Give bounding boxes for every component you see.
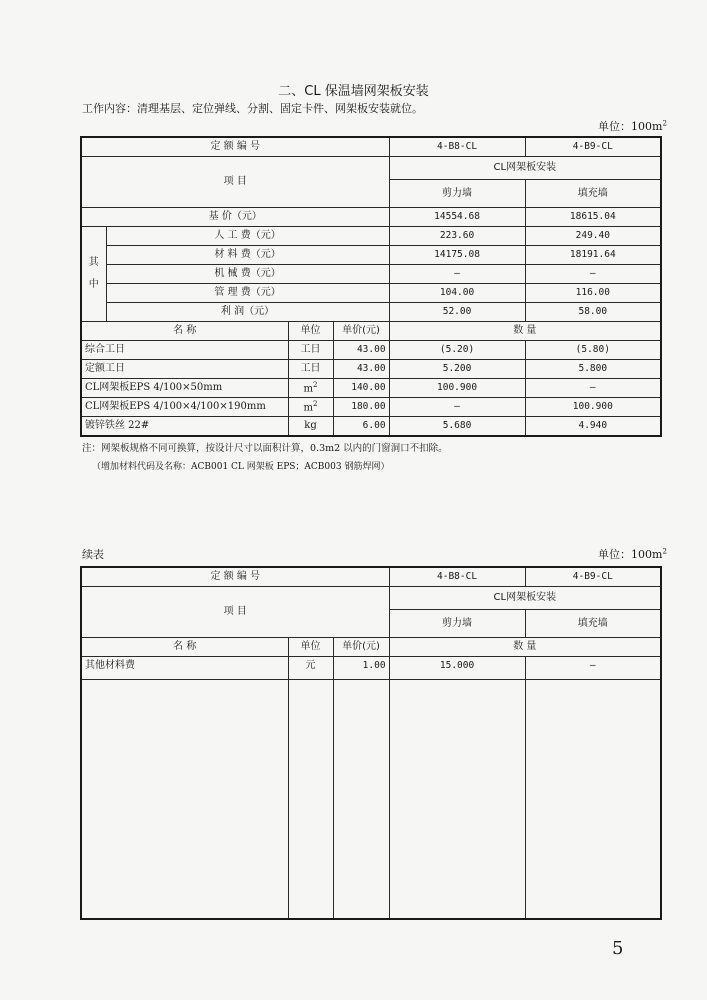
row-q2: 5.800 bbox=[525, 360, 661, 379]
code-4-b9: 4-B9-CL bbox=[525, 137, 661, 157]
colhead-price: 单价(元) bbox=[333, 638, 389, 657]
section-title: 二、CL 保温墙网架板安装 bbox=[278, 84, 429, 99]
row-name: 综合工日 bbox=[81, 341, 288, 360]
row-unit: $m^2$ bbox=[288, 379, 333, 398]
colhead-name: 名 称 bbox=[81, 322, 288, 341]
cost-label: 利 润（元） bbox=[106, 303, 389, 322]
continued-label: 续表 bbox=[82, 548, 104, 561]
base-price-v1: 14554.68 bbox=[389, 208, 525, 227]
base-price-v2: 18615.04 bbox=[525, 208, 661, 227]
group-label: CL网架板安装 bbox=[389, 587, 661, 610]
row-q2: — bbox=[525, 657, 661, 680]
row-q2: 100.900 bbox=[525, 398, 661, 417]
col-shear-wall: 剪力墙 bbox=[389, 180, 525, 208]
colhead-qty: 数 量 bbox=[389, 322, 661, 341]
row-price: 140.00 bbox=[333, 379, 389, 398]
empty-cell bbox=[525, 680, 661, 920]
cost-v2: — bbox=[525, 265, 661, 284]
page-number: 5 bbox=[612, 938, 624, 959]
item-label: 项 目 bbox=[81, 587, 389, 638]
row-q1: — bbox=[389, 398, 525, 417]
work-content: 工作内容：清理基层、定位弹线、分割、固定卡件、网架板安装就位。 bbox=[82, 102, 423, 115]
empty-cell bbox=[288, 680, 333, 920]
cost-v1: — bbox=[389, 265, 525, 284]
unit-label: 单位：$100m^2$ bbox=[598, 547, 667, 561]
row-name: 镀锌铁丝 22# bbox=[81, 417, 288, 437]
row-q1: (5.20) bbox=[389, 341, 525, 360]
empty-cell bbox=[333, 680, 389, 920]
col-fill-wall: 填充墙 bbox=[525, 180, 661, 208]
row-q1: 100.900 bbox=[389, 379, 525, 398]
row-price: 43.00 bbox=[333, 360, 389, 379]
cost-v2: 116.00 bbox=[525, 284, 661, 303]
colhead-unit: 单位 bbox=[288, 322, 333, 341]
cost-label: 人 工 费（元） bbox=[106, 227, 389, 246]
cost-label: 机 械 费（元） bbox=[106, 265, 389, 284]
unit-label: 单位：$100m^2$ bbox=[598, 119, 667, 133]
row-unit: kg bbox=[288, 417, 333, 437]
row-price: 1.00 bbox=[333, 657, 389, 680]
col-fill-wall: 填充墙 bbox=[525, 610, 661, 638]
code-4-b9: 4-B9-CL bbox=[525, 567, 661, 587]
row-price: 6.00 bbox=[333, 417, 389, 437]
cost-v1: 14175.08 bbox=[389, 246, 525, 265]
table-note: 注：网架板规格不同可换算，按设计尺寸以面积计算，0.3m2 以内的门窗洞口不扣除。 bbox=[82, 443, 448, 454]
row-unit: $m^2$ bbox=[288, 398, 333, 417]
cost-label: 管 理 费（元） bbox=[106, 284, 389, 303]
group-label: CL网架板安装 bbox=[389, 157, 661, 180]
row-name: CL网架板EPS 4/100×50mm bbox=[81, 379, 288, 398]
row-q1: 5.200 bbox=[389, 360, 525, 379]
row-name: CL网架板EPS 4/100×4/100×190mm bbox=[81, 398, 288, 417]
code-4-b8: 4-B8-CL bbox=[389, 567, 525, 587]
code-label: 定 额 编 号 bbox=[81, 137, 389, 157]
cost-label: 材 料 费（元） bbox=[106, 246, 389, 265]
item-label: 项 目 bbox=[81, 157, 389, 208]
code-4-b8: 4-B8-CL bbox=[389, 137, 525, 157]
row-q2: 4.940 bbox=[525, 417, 661, 437]
empty-cell bbox=[81, 680, 288, 920]
base-price-label: 基 价（元） bbox=[81, 208, 389, 227]
colhead-name: 名 称 bbox=[81, 638, 288, 657]
cost-v1: 104.00 bbox=[389, 284, 525, 303]
row-q2: (5.80) bbox=[525, 341, 661, 360]
row-q2: — bbox=[525, 379, 661, 398]
cost-v1: 52.00 bbox=[389, 303, 525, 322]
empty-cell bbox=[389, 680, 525, 920]
cost-v2: 18191.64 bbox=[525, 246, 661, 265]
col-shear-wall: 剪力墙 bbox=[389, 610, 525, 638]
row-price: 43.00 bbox=[333, 341, 389, 360]
row-unit: 工日 bbox=[288, 341, 333, 360]
row-unit: 元 bbox=[288, 657, 333, 680]
row-price: 180.00 bbox=[333, 398, 389, 417]
material-code-note: （增加材料代码及名称：ACB001 CL 网架板 EPS；ACB003 钢筋焊网） bbox=[92, 462, 390, 472]
quota-table bbox=[80, 136, 662, 437]
continued-table bbox=[80, 566, 662, 920]
row-unit: 工日 bbox=[288, 360, 333, 379]
row-name: 其他材料费 bbox=[81, 657, 288, 680]
cost-v2: 249.40 bbox=[525, 227, 661, 246]
row-q1: 15.000 bbox=[389, 657, 525, 680]
cost-v1: 223.60 bbox=[389, 227, 525, 246]
row-name: 定额工日 bbox=[81, 360, 288, 379]
qizhong-label: 其 中 bbox=[81, 227, 106, 322]
colhead-price: 单价(元) bbox=[333, 322, 389, 341]
colhead-unit: 单位 bbox=[288, 638, 333, 657]
code-label: 定 额 编 号 bbox=[81, 567, 389, 587]
colhead-qty: 数 量 bbox=[389, 638, 661, 657]
cost-v2: 58.00 bbox=[525, 303, 661, 322]
row-q1: 5.680 bbox=[389, 417, 525, 437]
